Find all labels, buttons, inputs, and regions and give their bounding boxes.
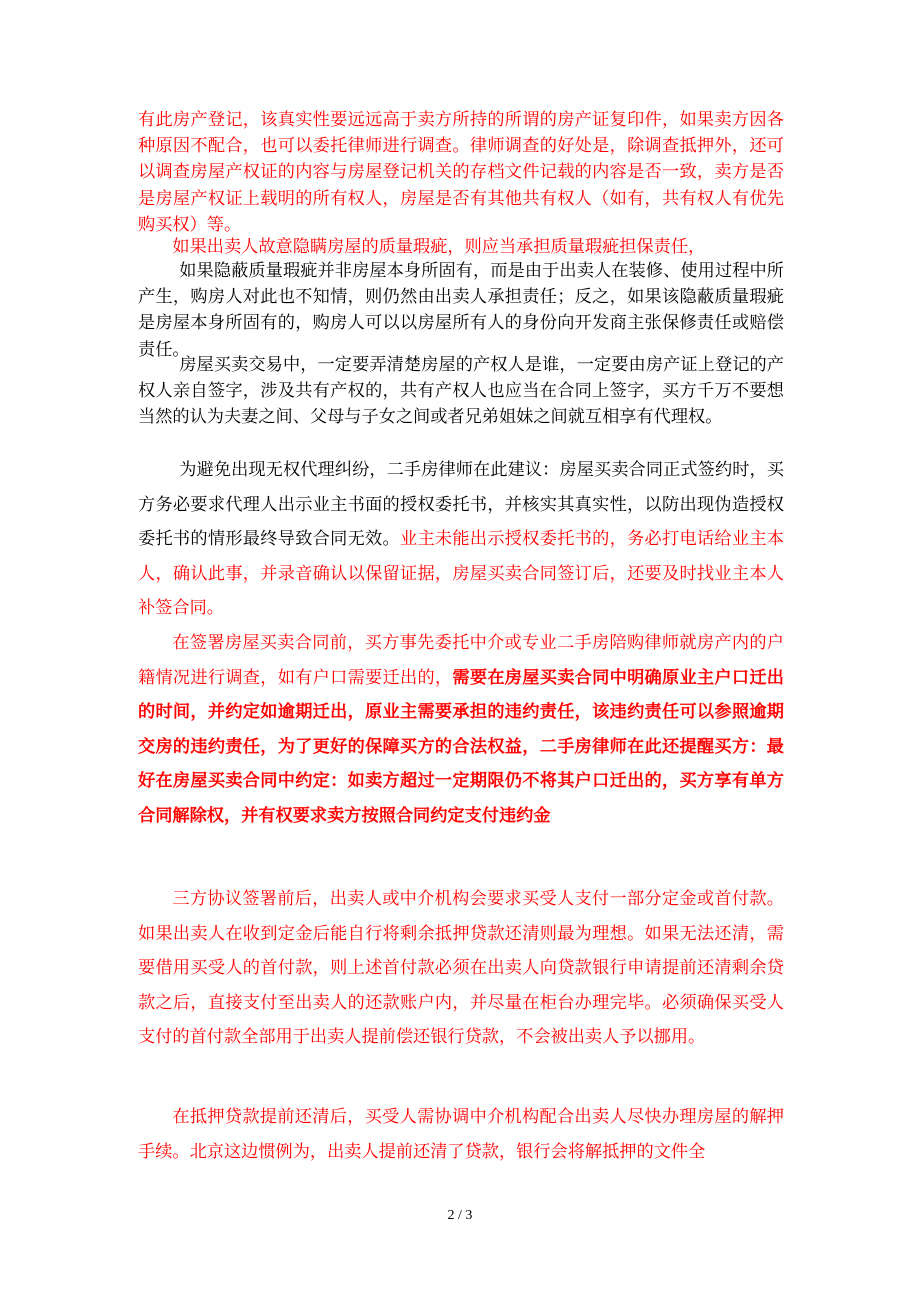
paragraph-unauthorized-agency — [138, 453, 784, 626]
text-run-highlight: 业主未能出示授权委托书的，务必打电话给业主本人，确认此事，并录音确认以保留证据，房屋买卖合同签订后，还要及时找业主本人补签合同。 — [138, 529, 784, 618]
text-run: 在抵押贷款提前还清后，买受人需协调中介机构配合出卖人尽快办理房屋的解押手续。北京这边惯例为，出卖人提前还清了贷款，银行会将解抵押的文件全 — [138, 1107, 784, 1162]
text-run: 有此房产登记，该真实性要远远高于卖方所持的所谓的房产证复印件，如果卖方因各种原因不配合，也可以委托律师进行调查。律师调查的好处是，除调查抵押外，还可以调查房屋产权证的内容与房屋登记机关的存档文件记载的内容是否一致，卖方是否是房屋产权证上载明的所有权人，房屋是否有其他共有权人（如有，共有权人有优先购买权）等。 — [138, 110, 784, 235]
text-run: 如果出卖人故意隐瞒房屋的质量瑕疵，则应当承担质量瑕疵担保责任， — [172, 237, 706, 257]
text-run: 为避免出现无权代理纠纷，二手房律师在此建议：房屋买卖合同正式签约时，买方务必要求代理人出示业主书面的授权委托书，并核实其真实性，以防出现伪造授权委托书的情形最终导致合同无效。 — [138, 460, 784, 549]
page-number: 2 / 3 — [447, 1208, 473, 1223]
text-run: 如果隐蔽质量瑕疵并非房屋本身所固有，而是由于出卖人在装修、使用过程中所产生，购房人对此也不知情，则仍然由出卖人承担责任；反之，如果该隐蔽质量瑕疵是房屋本身所固有的，购房人可以以房屋所有人的身份向开发商主张保修责任或赔偿责任。 — [138, 261, 784, 360]
paragraph-property-owner — [138, 352, 784, 431]
paragraph-down-payment — [138, 882, 784, 1055]
paragraph-quality-defect-liability — [138, 234, 705, 260]
paragraph-property-registration — [138, 107, 784, 238]
paragraph-hidden-defect — [138, 258, 784, 363]
paragraph-household-registration — [138, 626, 784, 833]
text-run: 在签署房屋买卖合同前，买方事先委托中介或专业二手房陪购律师就房产内的户籍情况进行调查，如有户口需要迁出的， — [138, 633, 784, 688]
paragraph-mortgage-release — [138, 1100, 784, 1169]
text-run: 房屋买卖交易中，一定要弄清楚房屋的产权人是谁，一定要由房产证上登记的产权人亲自签字，涉及共有产权的，共有产权人也应当在合同上签字，买方千万不要想当然的认为夫妻之间、父母与子女之间或者兄弟姐妹之间就互相享有代理权。 — [138, 355, 784, 428]
text-run-bold: 需要在房屋买卖合同中明确原业主户口迁出的时间，并约定如逾期迁出，原业主需要承担的违约责任，该违约责任可以参照逾期交房的违约责任，为了更好的保障买方的合法权益，二手房律师在此还提醒买方：最好在房屋买卖合同中约定：如卖方超过一定期限仍不将其户口迁出的，买方享有单方合同解除权，并有权要求卖方按照合同约定支付违约金 — [138, 667, 784, 826]
text-run: 三方协议签署前后，出卖人或中介机构会要求买受人支付一部分定金或首付款。如果出卖人在收到定金后能自行将剩余抵押贷款还清则最为理想。如果无法还清，需要借用买受人的首付款，则上述首付款必须在出卖人向贷款银行申请提前还清剩余贷款之后，直接支付至出卖人的还款账户内，并尽量在柜台办理完毕。必须确保买受人支付的首付款全部用于出卖人提前偿还银行贷款，不会被出卖人予以挪用。 — [138, 889, 784, 1047]
